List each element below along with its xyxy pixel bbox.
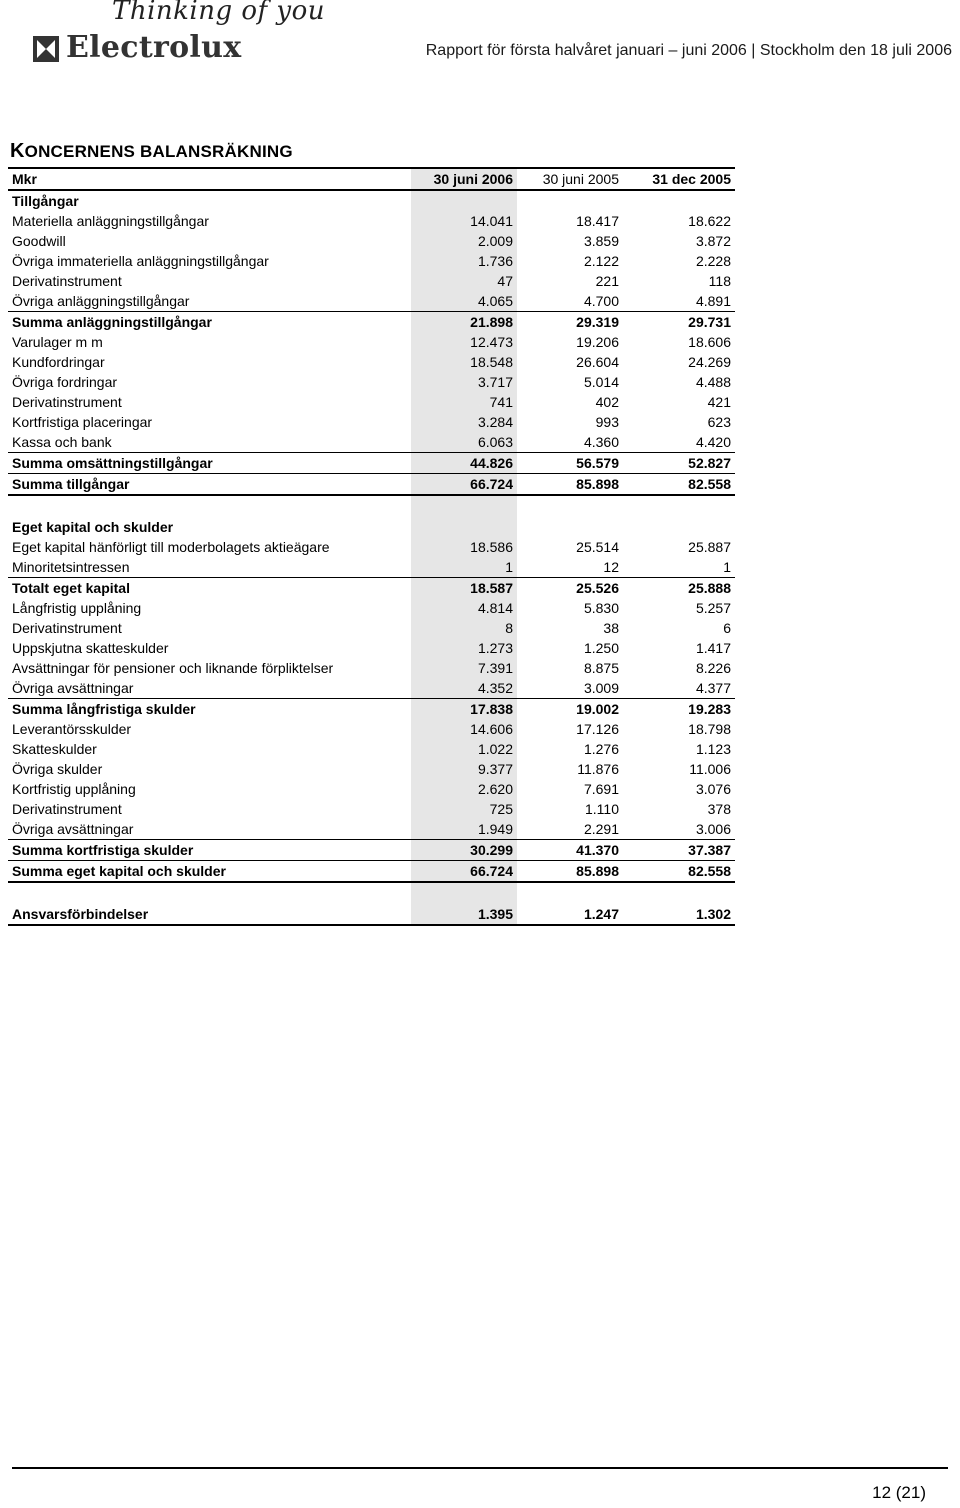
- row-value-30-juni-2006: [411, 495, 517, 517]
- row-label: Derivatinstrument: [12, 801, 122, 817]
- row-label: Ansvarsförbindelser: [8, 904, 411, 925]
- row-value-31-dec-2005: [629, 882, 735, 904]
- row-value-31-dec-2005: 18.606: [688, 334, 731, 350]
- header-label: Mkr: [8, 168, 411, 190]
- row-value-30-juni-2005: 19.206: [576, 334, 619, 350]
- row-value-31-dec-2005: 11.006: [689, 761, 731, 777]
- table-row: [8, 211, 735, 231]
- table-row: [8, 861, 735, 883]
- row-value-30-juni-2006: 9.377: [411, 759, 517, 779]
- row-value-31-dec-2005: 37.387: [629, 840, 735, 861]
- table-row: [8, 517, 735, 537]
- row-value-31-dec-2005: 4.488: [695, 374, 731, 390]
- row-value-30-juni-2006: 1.949: [411, 819, 517, 840]
- row-label: Summa anläggningstillgångar: [8, 312, 411, 333]
- row-label: Kortfristiga placeringar: [12, 414, 153, 430]
- row-value-31-dec-2005: [629, 495, 735, 517]
- row-value-31-dec-2005: 29.731: [629, 312, 735, 333]
- table-row: [8, 312, 735, 333]
- row-value-30-juni-2005: [517, 882, 629, 904]
- header-col-2: 30 juni 2005: [517, 168, 629, 190]
- row-value-31-dec-2005: 2.228: [695, 253, 731, 269]
- table-row: [8, 799, 735, 819]
- row-label: Derivatinstrument: [12, 273, 122, 289]
- row-value-30-juni-2006: 6.063: [411, 432, 517, 453]
- row-value-31-dec-2005: 1.417: [695, 640, 731, 656]
- row-label: Summa kortfristiga skulder: [8, 840, 411, 861]
- row-value-30-juni-2006: 14.041: [411, 211, 517, 231]
- row-value-30-juni-2006: 1.022: [411, 739, 517, 759]
- row-value-31-dec-2005: 378: [707, 801, 731, 817]
- row-value-30-juni-2006: 18.548: [411, 352, 517, 372]
- row-value-30-juni-2005: 19.002: [517, 699, 629, 720]
- row-value-30-juni-2005: 5.830: [583, 600, 619, 616]
- row-value-30-juni-2006: 1: [411, 557, 517, 578]
- header-col-1: 30 juni 2006: [411, 168, 517, 190]
- row-label: Varulager m m: [12, 334, 103, 350]
- table-row: [8, 432, 735, 453]
- row-value-30-juni-2005: 2.122: [583, 253, 619, 269]
- row-value-31-dec-2005: 8.226: [695, 660, 731, 676]
- row-value-30-juni-2005: 11.876: [577, 761, 619, 777]
- row-value-31-dec-2005: 1.123: [695, 741, 731, 757]
- row-value-31-dec-2005: 3.076: [695, 781, 731, 797]
- row-label: [8, 495, 411, 517]
- row-value-30-juni-2005: 29.319: [517, 312, 629, 333]
- balance-sheet-body: [8, 168, 735, 925]
- table-row: [8, 658, 735, 678]
- row-label: Övriga fordringar: [12, 374, 118, 390]
- row-value-30-juni-2006: 12.473: [411, 332, 517, 352]
- row-label: Övriga avsättningar: [12, 680, 134, 696]
- row-label: Summa långfristiga skulder: [8, 699, 411, 720]
- report-title: Rapport för första halvåret januari – juni 2006 | Stockholm den 18 juli 2006: [425, 42, 952, 59]
- row-label: Övriga anläggningstillgångar: [12, 293, 190, 309]
- row-value-30-juni-2005: 1.247: [517, 904, 629, 925]
- row-value-30-juni-2006: 18.587: [411, 578, 517, 599]
- row-label: Minoritetsintressen: [12, 559, 130, 575]
- row-value-31-dec-2005: 4.420: [695, 434, 731, 450]
- row-value-30-juni-2006: 7.391: [411, 658, 517, 678]
- row-value-31-dec-2005: 82.558: [629, 861, 735, 883]
- row-value-30-juni-2005: 8.875: [583, 660, 619, 676]
- page-header: [0, 0, 960, 70]
- row-value-30-juni-2005: 85.898: [517, 861, 629, 883]
- row-value-31-dec-2005: 24.269: [688, 354, 731, 370]
- row-value-30-juni-2006: 4.065: [411, 291, 517, 312]
- row-label: Avsättningar för pensioner och liknande förpliktelser: [12, 660, 334, 676]
- table-row: [8, 372, 735, 392]
- table-row: [8, 332, 735, 352]
- title-initial: K: [10, 140, 25, 162]
- row-value-30-juni-2005: 5.014: [583, 374, 619, 390]
- row-value-30-juni-2005: [517, 517, 629, 537]
- row-value-30-juni-2006: 1.395: [411, 904, 517, 925]
- row-value-31-dec-2005: 3.006: [695, 821, 731, 837]
- table-row: [8, 882, 735, 904]
- row-value-30-juni-2005: 993: [595, 414, 619, 430]
- row-value-30-juni-2006: 741: [411, 392, 517, 412]
- row-label: Goodwill: [12, 233, 66, 249]
- row-value-31-dec-2005: 19.283: [629, 699, 735, 720]
- row-value-31-dec-2005: 82.558: [629, 474, 735, 496]
- row-label: Totalt eget kapital: [8, 578, 411, 599]
- row-label: Skatteskulder: [12, 741, 97, 757]
- row-label: Övriga avsättningar: [12, 821, 134, 837]
- row-value-31-dec-2005: 52.827: [629, 453, 735, 474]
- row-value-30-juni-2006: 30.299: [411, 840, 517, 861]
- row-value-30-juni-2006: 47: [411, 271, 517, 291]
- row-value-31-dec-2005: 1: [723, 559, 731, 575]
- table-row: [8, 819, 735, 840]
- table-row: [8, 291, 735, 312]
- row-value-31-dec-2005: 25.888: [629, 578, 735, 599]
- row-label: Uppskjutna skatteskulder: [12, 640, 169, 656]
- table-row: [8, 699, 735, 720]
- table-row: [8, 251, 735, 271]
- table-row: [8, 453, 735, 474]
- row-value-30-juni-2005: 26.604: [576, 354, 619, 370]
- table-row: [8, 392, 735, 412]
- table-row: [8, 678, 735, 699]
- table-row: [8, 638, 735, 658]
- row-value-30-juni-2005: 3.009: [583, 680, 619, 696]
- row-label: Derivatinstrument: [12, 620, 122, 636]
- row-value-30-juni-2005: 25.514: [576, 539, 619, 555]
- row-value-30-juni-2005: 1.276: [583, 741, 619, 757]
- row-value-30-juni-2005: 25.526: [517, 578, 629, 599]
- row-value-30-juni-2005: 4.360: [583, 434, 619, 450]
- table-row: [8, 618, 735, 638]
- row-value-31-dec-2005: 4.891: [695, 293, 731, 309]
- page-title: [10, 140, 293, 163]
- row-value-30-juni-2005: 18.417: [576, 213, 619, 229]
- row-value-30-juni-2006: 2.009: [411, 231, 517, 251]
- row-value-31-dec-2005: 421: [707, 394, 731, 410]
- row-value-31-dec-2005: 3.872: [695, 233, 731, 249]
- balance-sheet-table: [8, 167, 735, 926]
- row-value-30-juni-2005: 2.291: [583, 821, 619, 837]
- row-value-30-juni-2005: 7.691: [583, 781, 619, 797]
- row-value-30-juni-2005: 17.126: [576, 721, 619, 737]
- header-col-3: 31 dec 2005: [629, 168, 735, 190]
- row-value-30-juni-2005: 41.370: [517, 840, 629, 861]
- page-number: 12 (21): [872, 1483, 926, 1502]
- row-value-30-juni-2005: 56.579: [517, 453, 629, 474]
- row-label: Övriga immateriella anläggningstillgångar: [12, 253, 269, 269]
- footer-divider: [12, 1467, 948, 1469]
- table-row: [8, 537, 735, 557]
- row-value-30-juni-2006: [411, 517, 517, 537]
- row-value-30-juni-2005: 1.250: [583, 640, 619, 656]
- row-label: Summa tillgångar: [8, 474, 411, 496]
- tagline: Thinking of you: [112, 0, 325, 26]
- row-value-31-dec-2005: 1.302: [629, 904, 735, 925]
- row-value-30-juni-2006: 3.284: [411, 412, 517, 432]
- row-value-31-dec-2005: [629, 190, 735, 211]
- row-value-30-juni-2006: 4.814: [411, 598, 517, 618]
- row-value-30-juni-2005: 221: [595, 273, 619, 289]
- row-value-31-dec-2005: 6: [723, 620, 731, 636]
- row-value-31-dec-2005: 25.887: [688, 539, 731, 555]
- table-header-row: [8, 168, 735, 190]
- table-row: [8, 904, 735, 925]
- row-value-30-juni-2005: [517, 495, 629, 517]
- row-value-30-juni-2005: 4.700: [583, 293, 619, 309]
- table-row: [8, 719, 735, 739]
- row-label: Kassa och bank: [12, 434, 112, 450]
- table-row: [8, 578, 735, 599]
- row-label: Materiella anläggningstillgångar: [12, 213, 209, 229]
- row-value-30-juni-2006: 725: [411, 799, 517, 819]
- table-row: [8, 474, 735, 496]
- row-value-30-juni-2006: 18.586: [411, 537, 517, 557]
- table-row: [8, 190, 735, 211]
- row-value-31-dec-2005: 5.257: [695, 600, 731, 616]
- row-label: Eget kapital hänförligt till moderbolagets aktieägare: [12, 539, 330, 555]
- row-value-30-juni-2006: 8: [411, 618, 517, 638]
- row-label: Leverantörsskulder: [12, 721, 132, 737]
- table-row: [8, 495, 735, 517]
- table-row: [8, 598, 735, 618]
- row-value-31-dec-2005: [629, 517, 735, 537]
- row-value-30-juni-2005: 38: [603, 620, 619, 636]
- row-value-30-juni-2006: 4.352: [411, 678, 517, 699]
- row-value-30-juni-2005: 402: [595, 394, 619, 410]
- row-value-31-dec-2005: 18.622: [688, 213, 731, 229]
- row-label: Kundfordringar: [12, 354, 105, 370]
- table-row: [8, 840, 735, 861]
- table-row: [8, 412, 735, 432]
- row-label: Övriga skulder: [12, 761, 103, 777]
- title-rest: ONCERNENS BALANSRÄKNING: [24, 142, 293, 161]
- table-row: [8, 231, 735, 251]
- row-label: Summa eget kapital och skulder: [8, 861, 411, 883]
- row-value-30-juni-2006: [411, 190, 517, 211]
- row-label: Summa omsättningstillgångar: [8, 453, 411, 474]
- row-value-30-juni-2006: 66.724: [411, 474, 517, 496]
- row-value-30-juni-2005: 12: [603, 559, 619, 575]
- row-label: Långfristig upplåning: [12, 600, 142, 616]
- table-row: [8, 352, 735, 372]
- row-value-31-dec-2005: 623: [707, 414, 731, 430]
- row-value-31-dec-2005: 4.377: [695, 680, 731, 696]
- row-value-30-juni-2006: 21.898: [411, 312, 517, 333]
- table-row: [8, 271, 735, 291]
- row-label: Tillgångar: [12, 193, 79, 209]
- electrolux-logo-icon: [33, 36, 59, 62]
- row-value-30-juni-2006: 14.606: [411, 719, 517, 739]
- row-label: [8, 882, 411, 904]
- table-row: [8, 759, 735, 779]
- row-value-30-juni-2006: 2.620: [411, 779, 517, 799]
- row-label: Derivatinstrument: [12, 394, 122, 410]
- row-value-30-juni-2006: 1.736: [411, 251, 517, 271]
- table-row: [8, 557, 735, 578]
- row-value-31-dec-2005: 118: [708, 273, 731, 289]
- row-value-30-juni-2006: 66.724: [411, 861, 517, 883]
- row-value-30-juni-2005: 3.859: [583, 233, 619, 249]
- row-value-30-juni-2005: 85.898: [517, 474, 629, 496]
- brand-name: Electrolux: [66, 30, 242, 65]
- row-value-30-juni-2005: [517, 190, 629, 211]
- row-label: Kortfristig upplåning: [12, 781, 136, 797]
- row-value-30-juni-2006: 1.273: [411, 638, 517, 658]
- table-row: [8, 739, 735, 759]
- row-value-30-juni-2006: 44.826: [411, 453, 517, 474]
- row-label: Eget kapital och skulder: [12, 519, 174, 535]
- row-value-30-juni-2006: 3.717: [411, 372, 517, 392]
- row-value-31-dec-2005: 18.798: [688, 721, 731, 737]
- row-value-30-juni-2005: 1.110: [585, 801, 619, 817]
- table-row: [8, 779, 735, 799]
- row-value-30-juni-2006: [411, 882, 517, 904]
- row-value-30-juni-2006: 17.838: [411, 699, 517, 720]
